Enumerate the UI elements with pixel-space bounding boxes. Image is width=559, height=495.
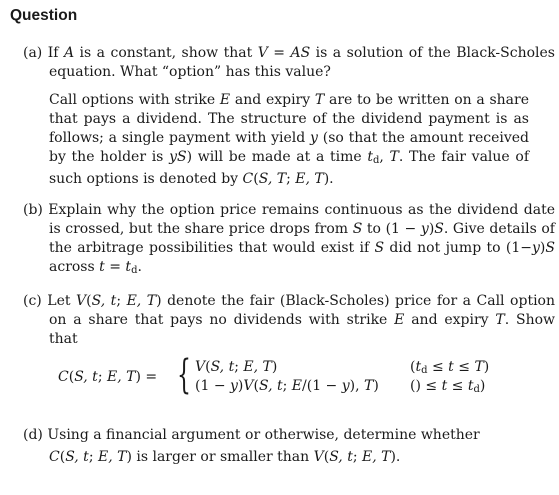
- question-heading: Question: [10, 7, 78, 24]
- part-a-label: (a): [23, 45, 43, 61]
- piecewise-equation: [58, 352, 503, 398]
- part-b-label: (b): [23, 202, 43, 218]
- part-a-question: (a) If A is a constant, show that V = AS is a solution of the Black-Scholes equation. What “option” has this value?: [23, 45, 555, 80]
- part-c-label: (c): [23, 293, 42, 309]
- part-c-text: (c) Let V(S, t; E, T) denote the fair (Black-Scholes) price for a Call option on a share that pays no dividends with strike E and expiry T. Show that: [23, 293, 555, 347]
- case1-condition: $(t_d \le t \le T)$: [410, 359, 490, 376]
- equation-lhs: C(S, t; E, T) =: [58, 369, 158, 385]
- case2-value: (1 − y)V(S, t; E/(1 − y), T): [195, 378, 379, 394]
- left-brace: {: [177, 352, 191, 398]
- part-d-label: (d): [23, 427, 43, 443]
- part-b-text: (b) Explain why the option price remains continuous as the dividend date is crossed, but the share price drops from S to (1 − y)S. Give details of the arbitrage possibilities that would exist if S did not jump to (1−y)S across $t = t_d$.: [23, 202, 555, 276]
- case2-condition: () ≤ $t \le t_d$): [410, 378, 486, 395]
- part-d-text: (d) Using a financial argument or otherwise, determine whether C(S, t; E, T) is larger or smaller than V(S, t; E, T).: [23, 427, 480, 465]
- part-a-context: Call options with strike E and expiry T are to be written on a share that pays a dividend. The structure of the dividend payment is as follows; a single payment with yield y (so that the amount received by the holder is yS) will be made at a time $t_d$, T. The fair value of such options is denoted by C(S, T; E, T).: [49, 92, 530, 187]
- case1-value: V(S, t; E, T): [195, 359, 278, 375]
